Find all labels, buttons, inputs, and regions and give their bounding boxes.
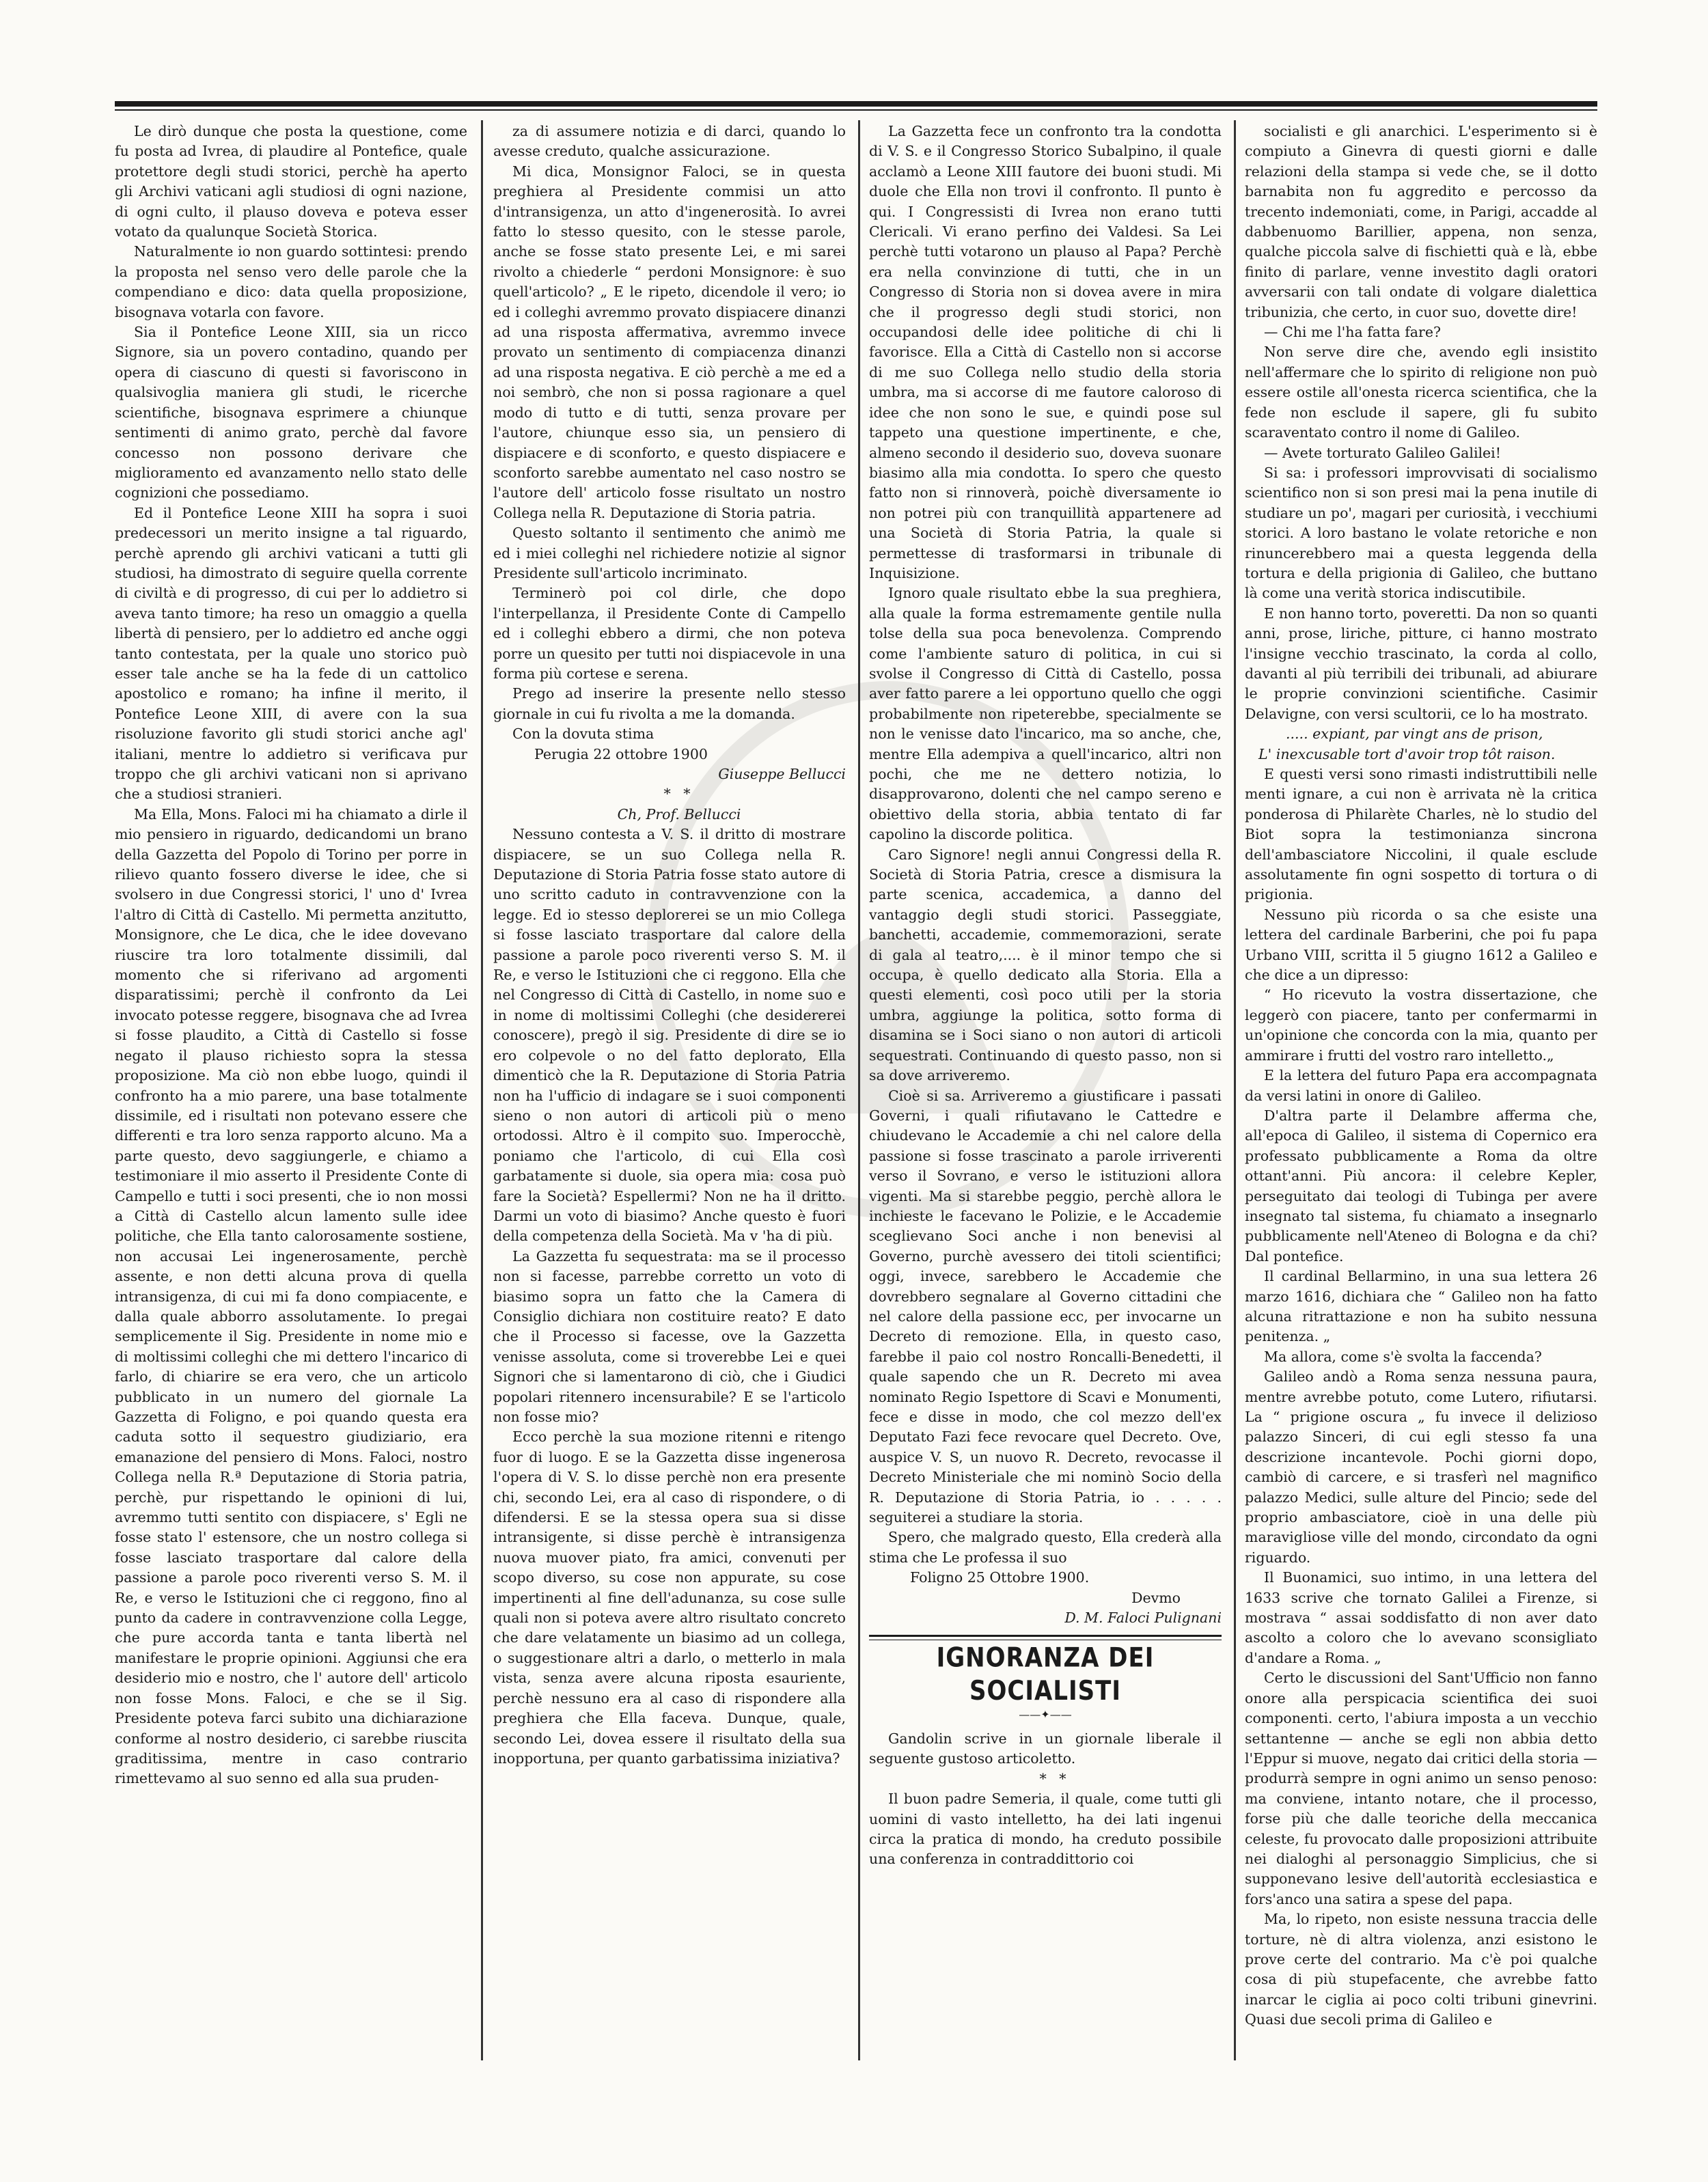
headline-ornament: ——✦——: [1019, 1708, 1072, 1722]
paragraph: Ma Ella, Mons. Faloci mi ha chiamato a dirle il mio pensiero in riguardo, dedicandomi un brano della Gazzetta del Popolo di Torino per porre in rilievo quanto fossero diverse le idee, che si svolsero in due Congressi storici, l' uno d' Ivrea l'altro di Città di Castello. Mi permetta anzitutto, Monsignore, che Le dica, che le idee dovevano riuscire tra loro totalmente dissimili, dal momento che si riferivano ad argomenti disparatissimi; perchè il confronto da Lei invocato potesse reggere, bisognava che ad Ivrea si fosse plaudito, a Città di Castello si fosse negato il plauso richiesto sopra la stessa proposizione. Ma ciò non ebbe luogo, quindi il confronto ha a mio parere, una base totalmente dissimile, ed i risultati non potevano essere che differenti e tra loro senza rapporto alcuno. Ma a parte questo, devo saggiungerle, e chiamo a testimoniare il mio asserto il Presidente Conte di Campello e tutti i soci presenti, che io non mossi a Città di Castello alcun lamento sulle idee politiche, che Ella tanto calorosamente sostiene, non accusai Lei ingenerosamente, perchè assente, e non detti alcuna prova di quella intransigenza, di cui mi fa dono compiacente, e dalla quale abborro assolutamente. Io pregai semplicemente il Sig. Presidente in nome mio e di moltissimi colleghi che mi dettero l'incarico di farlo, di chiarire se era vero, che un articolo pubblicato in un numero del giornale La Gazzetta di Foligno, e poi quando questa era caduta sotto il sequestro giudiziario, era emanazione del pensiero di Mons. Faloci, nostro Collega nella R.ª Deputazione di Storia patria, perchè, pur rispettando le opinioni di lui, avremmo tutti sentito con dispiacere, s' Egli ne fosse stato l' estensore, che un nostro collega si fosse lasciato trasportare dal calore della passione a parole poco riverenti verso S. M. il Re, e verso le Istituzioni che ci reggono, fino al punto da cadere in contravvenzione colla Legge, che pure accorda tanta e tanta libertà nel manifestare le proprie opinioni. Aggiunsi che era desiderio mio e nostro, che l' autore dell' articolo non fosse Mons. Faloci, e che se il Sig. Presidente poteva farci subito una dichiarazione conforme al nostro desiderio, ci sarebbe riuscita graditissima, mentre in caso contrario rimettevamo al suo senno ed alla sua pruden-: [115, 805, 467, 1787]
top-rule: [115, 101, 1597, 107]
paragraph: Ma allora, come s'è svolta la faccenda?: [1264, 1348, 1542, 1365]
paragraph: E questi versi sono rimasti indistruttibili nelle menti ignare, a cui non è arrivata nè la critica ponderosa di Philarète Charles, nè lo studio del Biot sopra la testimonianza sincrona dell'ambasciatore Niccolini, il quale esclude assolutamente fin ogni sospetto di tortura o di prigionia.: [1245, 766, 1597, 903]
paragraph: Le dirò dunque che posta la questione, come fu posta ad Ivrea, di plaudire al Pontefice, quale protettore degli studi storici, perchè ha aperto gli Archivi vaticani agli studiosi di ogni nazione, di ogni culto, il plauso doveva e poteva esser votato da qualunque Società Storica.: [115, 123, 467, 240]
paragraph: Caro Signore! negli annui Congressi della R. Società di Storia Patria, cresce a dismisura la parte scenica, accademica, a danno del vantaggio degli studi storici. Passeggiate, banchetti, accademie, commemorazioni, serate di gala al teatro,.... è il minor tempo che si occupa, è quello dedicato alla Storia. Ella a questi elementi, così poco utili per la storia umbra, aggiunge la politica, sotto forma di disamina se i Soci siano o non autori di articoli sequestrati. Continuando di questo passo, non si sa dove arriveremo.: [869, 846, 1222, 1084]
paragraph: Il cardinal Bellarmino, in una sua lettera 26 marzo 1616, dichiara che “ Galileo non ha fatto alcuna ritrattazione e non ha subito nessuna penitenza. „: [1245, 1268, 1597, 1345]
column-3: [869, 122, 1222, 2144]
paragraph: — Chi me l'ha fatta fare?: [1264, 324, 1441, 341]
column-rule-1: [481, 120, 483, 2060]
top-rule-thin: [115, 109, 1597, 111]
paragraph: Gandolin scrive in un giornale liberale il seguente gustoso articoletto.: [869, 1730, 1222, 1767]
paragraph: Ed il Pontefice Leone XIII ha sopra i suoi predecessori un merito insigne a tal riguardo, perchè aprendo gli archivi vaticani a tutti gli studiosi, ha dimostrato di seguire quella corrente di civiltà e di progresso, di cui per lo addietro si aveva tanto timore; ha reso un omaggio a quella libertà di pensiero, per lo addietro ed anche oggi tanto contestata, per la quale uno storico può esser tale anche se ha la fede di un cattolico apostolico e romano; ha infine il merito, il Pontefice Leone XIII, di avere con la sua risoluzione favorito gli studi storici anche agl' italiani, mentre lo addietro si verificava pur troppo che gli archivi vaticani non si aprivano che a studiosi stranieri.: [115, 504, 467, 803]
signature-place-date-1: Perugia 22 ottobre 1900: [534, 745, 708, 762]
verse-line-2: L' inexcusable tort d'avoir trop tôt raison.: [1258, 745, 1556, 762]
paragraph: E la lettera del futuro Papa era accompagnata da versi latini in onore di Galileo.: [1245, 1067, 1597, 1104]
paragraph: Il Buonamici, suo intimo, in una lettera del 1633 scrive che tornato Galilei a Firenze, si mostrava “ assai soddisfatto di non aver dato ascolto a coloro che lo avevano sconsigliato d'andare a Roma. „: [1245, 1569, 1597, 1666]
paragraph: za di assumere notizia e di darci, quando lo avesse creduto, qualche assicurazione.: [493, 123, 846, 160]
paragraph: Si sa: i professori improvvisati di socialismo scientifico non si son presi mai la pena inutile di studiare un po', magari per curiosità, i vecchiumi storici. A loro bastano le volate retoriche e non rinuncerebbero mai a questa leggenda della tortura e della prigionia di Galileo, che buttano là come una verità storica indiscutibile.: [1245, 464, 1597, 602]
column-rule-2: [858, 120, 860, 2060]
paragraph: D'altra parte il Delambre afferma che, all'epoca di Galileo, il sistema di Copernico era professato pubblicamente a Roma da oltre ottant'anni. Più ancora: il celebre Kepler, perseguitato dai teologi di Tubinga per avere insegnato tal sistema, fu chiamato a insegnarlo pubblicamente nell'Ateneo di Bologna e da chi? Dal pontefice.: [1245, 1107, 1597, 1265]
paragraph: Non serve dire che, avendo egli insistito nell'affermare che lo spirito di religione non può essere ostile all'onesta ricerca scientifica, che la fede non esclude il sapere, gli fu subito scaraventato contro il nome di Galileo.: [1245, 344, 1597, 441]
column-2-letter-text: [493, 122, 846, 745]
paragraph: Cioè si sa. Arriveremo a giustificare i passati Governi, i quali rifiutavano le Cattedre e chiudevano le Accademie a chi nel calore della passione si fosse trascinato a parole irriverenti verso il Sovrano, e verso le istituzioni allora vigenti. Ma si starebbe peggio, perchè allora le inchieste le facevano le Polizie, e le Accademie sceglievano Soci anche i non benevisi al Governo, purchè avessero dei titoli scientifici; oggi, invece, sarebbero le Accademie che dovrebbero segnalare al Governo cittadini che nel calore della passione ecc, per invocarne un Decreto di remozione. Ella, in questo caso, farebbe il paio col nostro Roncalli-Benedetti, il quale sapendo che un R. Decreto mi avea nominato Regio Ispettore di Scavi e Monumenti, fece e disse in modo, che col mezzo dell'ex Deputato Fazi fece revocare quel Decreto. Ove, auspice V. S, un nuovo R. Decreto, revocasse il Decreto Ministeriale che mi nominò Socio della R. Deputazione di Storia Patria, io . . . . . seguiterei a studiare la storia.: [869, 1087, 1222, 1526]
paragraph: “ Ho ricevuto la vostra dissertazione, che leggerò con piacere, tanto per confermarmi in un'opinione che concorda con la mia, quanto per ammirare i frutti del vostro raro intelletto.„: [1245, 986, 1597, 1064]
paragraph: Ecco perchè la sua mozione ritenni e ritengo fuor di luogo. E se la Gazzetta disse ingenerosa l'opera di V. S. lo disse perchè non era presente chi, secondo Lei, era al caso di rispondere, o di difendersi. E se la stessa opera sua si disse intransigente, si disse perchè è intransigenza nuova muover piato, fra amici, convenuti per scopo diverso, su cose non appurate, su cose impertinenti al fine dell'adunanza, su cose sulle quali non si poteva avere altro risultato concreto che dare velatamente un biasimo ad un collega, o suggestionare altri a darlo, o metterlo in mala vista, senza avere alcuna riposta esauriente, perchè nessuno era al caso di rispondere alla preghiera che Ella faceva. Dunque, quale, secondo Lei, dovea essere il risultato della sua inopportuna, per quanto garbatissima iniziativa?: [493, 1428, 846, 1767]
column-2-reply-text: [493, 825, 846, 1769]
column-4-text-a: [1245, 122, 1597, 724]
column-3-article-text: [869, 1729, 1222, 1870]
section-stars: * *: [663, 786, 695, 803]
paragraph: Ignoro quale risultato ebbe la sua preghiera, alla quale la forma estremamente gentile nulla tolse della sua poca benevolenza. Comprendo come l'ambiente saturo di politica, in cui si svolse il Congresso di Città di Castello, possa aver fatto parere a lei opportuno quello che oggi probabilmente non ripeterebbe, specialmente se non le venisse dato l'incarico, ma so anche, che, mentre Ella adempiva a quell'incarico, altri non pochi, che me ne dettero notizia, lo disapprovarono, dolenti che nel campo sereno e obiettivo della storia, abbia tentato di far capolino la discorde politica.: [869, 585, 1222, 843]
column-4: [1245, 122, 1597, 2144]
paragraph: Con la dovuta stima: [512, 726, 655, 743]
section-rule-thick: [869, 1635, 1222, 1637]
column-1: [115, 122, 467, 2144]
reply-salutation: Ch, Prof. Bellucci: [617, 805, 741, 823]
article-headline: IGNORANZA DEI SOCIALISTI: [936, 1642, 1155, 1707]
paragraph: Galileo andò a Roma senza nessuna paura, mentre avrebbe potuto, come Lutero, rifiutarsi. La “ prigione oscura „ fu invece il delizioso palazzo Sinceri, di cui egli stesso fa una descrizione incantevole. Pochi giorni dopo, cambiò di carcere, e si trasferì nel magnifico palazzo Medici, sulle alture del Pincio; sede del proprio ambasciatore, cioè in una delle più maravigliose ville del mondo, circondato da ogni riguardo.: [1245, 1368, 1597, 1566]
paragraph: socialisti e gli anarchici. L'esperimento si è compiuto a Ginevra di questi giorni e dalle relazioni della stampa si vede che, se il dotto barnabita non fu aggredito e percosso da trecento indemoniati, come, in Parigi, accadde al dabbenuomo Barillier, appena, non senza, qualche piccola salve di fischietti quà e là, ebbe finito di parlare, venne investito dagli oratori avversarii con tali ondate di volgare dialettica tribunizia, che certo, in cuor suo, dovette dire!: [1245, 123, 1597, 320]
paragraph: Terminerò poi col dirle, che dopo l'interpellanza, il Presidente Conte di Campello ed i colleghi ebbero a dirmi, che non poteva porre un quesito per tutti noi dispiacevole in una forma più cortese e serena.: [493, 585, 846, 682]
paragraph: E non hanno torto, poveretti. Da non so quanti anni, prose, liriche, pitture, ci hanno mostrato l'insigne vecchio trascinato, la corda al collo, davanti al più terribili dei tribunali, ad abiurare le proprie convinzioni scientifiche. Casimir Delavigne, con versi scultorii, ce lo ha mostrato.: [1245, 605, 1597, 722]
signature-name-2: D. M. Faloci Pulignani: [1064, 1610, 1222, 1627]
paragraph: Sia il Pontefice Leone XIII, sia un ricco Signore, sia un povero contadino, quando per opera di ciascuno di questi si favoriscono in qualsivoglia maniera gli studi, le ricerche scientifiche, bisognava esprimere a chiunque sentimenti di animo grato, perchè dal favore concesso non possono derivare che miglioramento ed avanzamento nello stato delle cognizioni che possediamo.: [115, 324, 467, 501]
paragraph: Certo le discussioni del Sant'Ufficio non fanno onore alla perspicacia scientifica dei suoi componenti. certo, l'abiura imposta a un vecchio settantenne — anche se egli non abbia detto l'Eppur si muove, negato dai critici della storia — produrrà sempre in ogni animo un senso penoso: ma conviene, intanto notare, che il processo, forse più che dalle teoriche della meccanica celeste, fu provocato dalle proposizioni attribuite nei dialoghi al personaggio Simplicius, che si supponevano lesive dell'autorità ecclesiastica e fors'anco una satira a spese del papa.: [1245, 1670, 1597, 1907]
paragraph: Naturalmente io non guardo sottintesi: prendo la proposta nel senso vero delle parole che la compendiano e dico: data quella proposizione, bisognava votarla con favore.: [115, 243, 467, 320]
paragraph: Questo soltanto il sentimento che animò me ed i miei colleghi nel richiedere notizie al signor Presidente sull'articolo incriminato.: [493, 525, 846, 581]
signature-name-1: Giuseppe Bellucci: [718, 766, 846, 782]
paragraph: La Gazzetta fece un confronto tra la condotta di V. S. e il Congresso Storico Subalpino, il quale acclamò a Leone XIII fautore dei buoni studi. Mi duole che Ella non trovi il confronto. Il punto è qui. I Congressisti di Ivrea non erano tutti Clericali. Vi erano perfino dei Valdesi. Sa Lei perchè tutti votarono un plauso al Papa? Perchè era nella convinzione di tutti, che in un Congresso di Storia non si dovea avere in mira che il progresso degli studi storici, non occupandosi delle idee politiche di chi li favorisce. Ella a Città di Castello non si accorse di me suo Collega nello studio della storia umbra, ma si accorse di me fautore caloroso di idee che non sono le sue, e quindi pose sul tappeto una questione impertinente, e che, almeno secondo il desiderio suo, doveva suonare biasimo alla mia condotta. Io spero che questo fatto non si rinnoverà, poichè diversamente io non potrei più con tranquillità appartenere ad una Società di Storia Patria, la quale si permettesse di trasformarsi in tribunale di Inquisizione.: [869, 123, 1222, 581]
paragraph: Il buon padre Semeria, il quale, come tutti gli uomini di vasto intelletto, ha dei lati ingenui circa la pratica di mondo, ha creduto possibile una conferenza in contraddittorio coi: [869, 1791, 1222, 1868]
paragraph: Nessuno più ricorda o sa che esiste una lettera del cardinale Barberini, che poi fu papa Urbano VIII, scritta il 5 giugno 1612 a Galileo e che dice a un dipresso:: [1245, 906, 1597, 984]
paragraph: La Gazzetta fu sequestrata: ma se il processo non si facesse, parrebbe corretto un voto di biasimo sopra un fatto che la Camera di Consiglio dichiara non costituire reato? E dato che il Processo si facesse, ove la Gazzetta venisse assoluta, come si troverebbe Lei e quei Signori che si lamentarono di ciò, che i Giudici popolari ritennero incensurabile? E se l'articolo non fosse mio?: [493, 1247, 846, 1425]
column-3-reply-text: [869, 122, 1222, 1568]
paragraph: Spero, che malgrado questo, Ella crederà alla stima che Le professa il suo: [869, 1529, 1222, 1566]
paragraph: Mi dica, Monsignor Faloci, se in questa preghiera al Presidente commisi un atto d'intransigenza, un atto d'ingenerosità. Io avrei fatto lo stesso quesito, con le stesse parole, anche se fosse stato presente Lei, e mi sarei rivolto a chiederle “ perdoni Monsignore: è suo quell'articolo? „ E le ripeto, dicendole il vero; io ed i colleghi avremmo provato dispiacere dinanzi ad una risposta affermativa, avremmo invece provato un sentimento di compiacenza dinanzi ad una risposta negativa. E ciò perchè a me ed a noi sembrò, che non si possa ragionare a quel modo di tutto e di tutti, senza provare per l'autore, chiunque esso sia, un pensiero di dispiacere e di sconforto, e questo dispiacere e sconforto sarebbe aumentato nel caso nostro se l'autore dell' articolo fosse risultato un nostro Collega nella R. Deputazione di Storia patria.: [493, 163, 846, 521]
verse-line-1: ..... expiant, par vingt ans de prison,: [1286, 726, 1543, 743]
paragraph: Ma, lo ripeto, non esiste nessuna traccia delle torture, nè di altra violenza, anzi esistono le prove certe del contrario. Ma c'è poi qualche cosa di più stupefacente, che avrebbe fatto inarcar le ciglia ai poco colti tribuni ginevrini. Quasi due secoli prima di Galileo e: [1245, 1911, 1597, 2028]
column-1-text: [115, 122, 467, 1789]
column-4-text-b: [1245, 764, 1597, 2030]
column-2: [493, 122, 846, 2144]
signature-place-date-2: Foligno 25 Ottobre 1900.: [910, 1569, 1090, 1586]
signature-closing-2: Devmo: [1131, 1589, 1181, 1606]
paragraph: Nessuno contesta a V. S. il dritto di mostrare dispiacere, se un suo Collega nella R. Deputazione di Storia Patria fosse stato autore di uno scritto caduto in contravvenzione con la legge. Ed io stesso deplorerei se un mio Collega si fosse lasciato trasportare dal calore della passione a parole poco riverenti verso S. M. il Re, e verso le Istituzioni che ci reggono. Ella che nel Congresso di Città di Castello, in nome suo e in nome di moltissimi Colleghi (che desidererei conoscere), pregò il sig. Presidente di dire se io ero colpevole o no del fatto deplorato, Ella dimenticò che la R. Deputazione di Storia Patria non ha l'ufficio di indagare se i suoi componenti sieno o non autori di articoli più o meno ortodossi. Altro è il compito suo. Imperocchè, poniamo che l'articolo, di cui Ella così garbatamente si duole, sia opera mia: cosa può fare la Società? Espellermi? Non ne ha il dritto. Darmi un voto di biasimo? Anche questo è fuori della competenza della Società. Ma v 'ha di più.: [493, 826, 846, 1245]
column-rule-3: [1234, 120, 1236, 2060]
paragraph: — Avete torturato Galileo Galilei!: [1264, 444, 1501, 461]
section-stars: * *: [1039, 1770, 1071, 1787]
paragraph: Prego ad inserire la presente nello stesso giornale in cui fu rivolta a me la domanda.: [493, 685, 846, 722]
